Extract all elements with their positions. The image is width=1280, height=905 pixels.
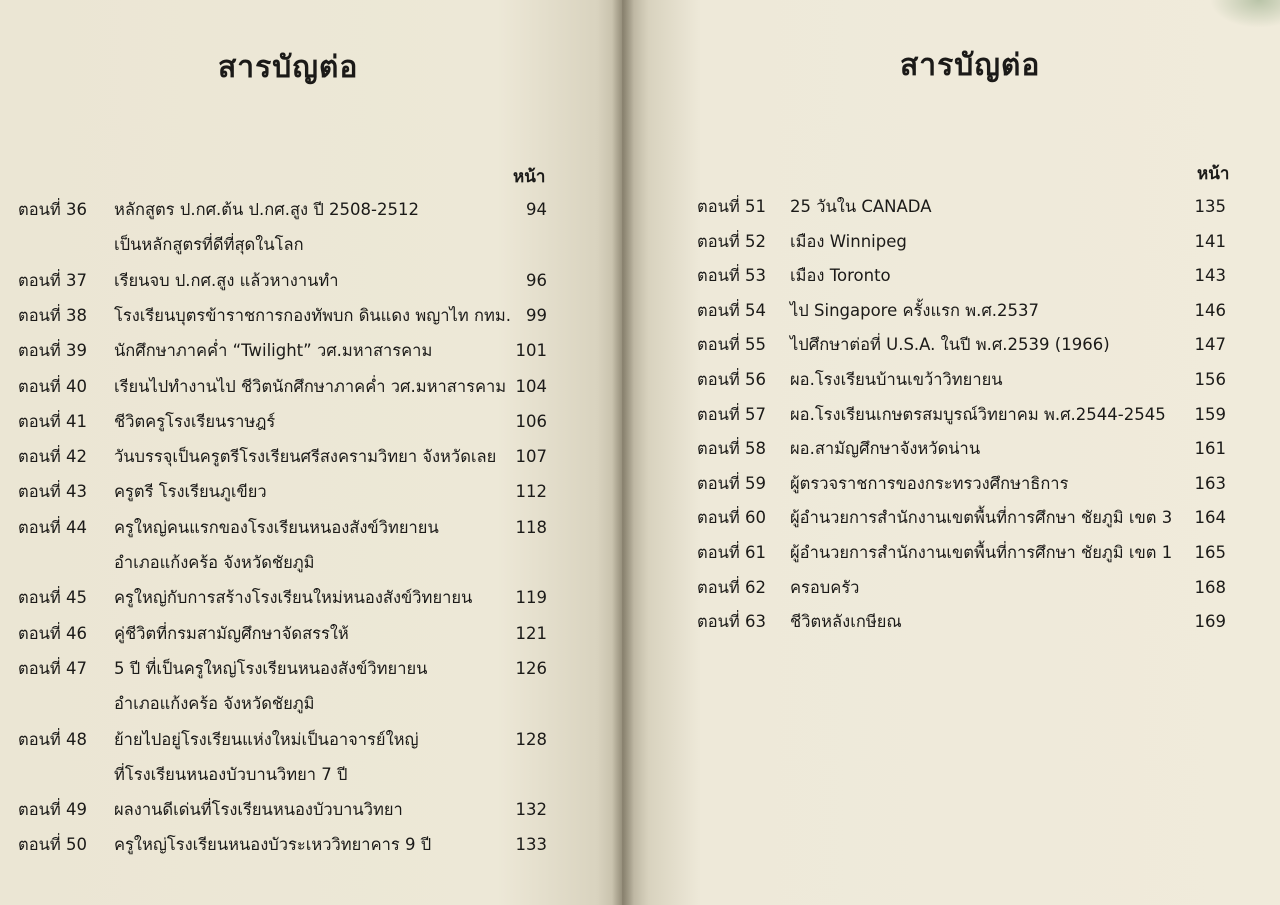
toc-entry-page-number: 99: [526, 305, 547, 325]
toc-entry-label: ตอนที่ 55: [697, 335, 767, 355]
toc-entry-page-number: 147: [1194, 335, 1226, 355]
toc-entry-label: ตอนที่ 62: [697, 577, 767, 597]
toc-entry-label: ตอนที่ 43: [18, 482, 88, 502]
toc-entry-title: ครูใหญ่กับการสร้างโรงเรียนใหม่หนองสังข์วิทยายน: [114, 588, 473, 608]
toc-entry-page-number: 135: [1194, 197, 1226, 216]
page-title: สารบัญต่อ: [900, 48, 1041, 83]
toc-entry-page-number: 106: [515, 411, 547, 431]
toc-entry-label: ตอนที่ 40: [18, 376, 88, 396]
page-column-header: หน้า: [1197, 164, 1230, 184]
toc-entry-label: ตอนที่ 63: [697, 612, 767, 632]
toc-entry-title: นักศึกษาภาคค่ำ “Twilight” วศ.มหาสารคาม: [114, 341, 433, 361]
toc-entry-title: ย้ายไปอยู่โรงเรียนแห่งใหม่เป็นอาจารย์ใหญ่: [114, 729, 419, 749]
toc-entry-label: ตอนที่ 47: [18, 658, 88, 678]
toc-entry-label: ตอนที่ 53: [697, 266, 767, 286]
toc-entry-page-number: 161: [1194, 439, 1226, 459]
toc-entry-title: 5 ปี ที่เป็นครูใหญ่โรงเรียนหนองสังข์วิทยายน: [114, 658, 428, 678]
toc-entry-page-number: 143: [1194, 266, 1226, 286]
toc-entry-title: หลักสูตร ป.กศ.ต้น ป.กศ.สูง ปี 2508-2512: [114, 200, 419, 219]
toc-entry-title: ครอบครัว: [790, 577, 860, 597]
toc-entry-title: ครูใหญ่คนแรกของโรงเรียนหนองสังข์วิทยายน: [114, 517, 439, 537]
toc-entry-page-number: 132: [515, 800, 547, 820]
toc-entry-title: เรียนจบ ป.กศ.สูง แล้วหางานทำ: [114, 270, 339, 290]
toc-entry-title: 25 วันใน CANADA: [790, 197, 932, 216]
toc-entry-page-number: 112: [515, 482, 547, 502]
toc-entry-page-number: 96: [526, 270, 547, 290]
toc-entry-title: เมือง Toronto: [790, 266, 891, 286]
toc-entry-label: ตอนที่ 52: [697, 231, 767, 251]
toc-entry-page-number: 128: [515, 729, 547, 749]
toc-entry-page-number: 141: [1194, 231, 1226, 251]
toc-entry-label: ตอนที่ 41: [18, 411, 88, 431]
toc-entry-label: ตอนที่ 48: [18, 729, 88, 749]
toc-entry-title: เป็นหลักสูตรที่ดีที่สุดในโลก: [114, 235, 304, 255]
toc-entry-title: โรงเรียนบุตรข้าราชการกองทัพบก ดินแดง พญาไท กทม.: [114, 305, 511, 325]
right-page: [622, 0, 1280, 905]
toc-entry-label: ตอนที่ 57: [697, 404, 767, 424]
toc-entry-page-number: 169: [1194, 612, 1226, 632]
toc-entry-label: ตอนที่ 44: [18, 517, 88, 537]
toc-entry-page-number: 121: [515, 623, 547, 643]
toc-entry-page-number: 94: [526, 200, 547, 219]
book-gutter: [612, 0, 634, 905]
toc-entry-title: ครูใหญ่โรงเรียนหนองบัวระเหววิทยาคาร 9 ปี: [114, 835, 432, 855]
toc-entry-title: ครูตรี โรงเรียนภูเขียว: [114, 482, 267, 502]
toc-entry-title: อำเภอแก้งคร้อ จังหวัดชัยภูมิ: [114, 553, 315, 572]
page-column-header: หน้า: [513, 167, 546, 187]
toc-entry-label: ตอนที่ 49: [18, 800, 88, 820]
toc-entry-title: ผอ.สามัญศึกษาจังหวัดน่าน: [790, 439, 981, 459]
toc-entry-page-number: 118: [515, 517, 547, 537]
toc-entry-page-number: 163: [1194, 473, 1226, 493]
toc-entry-title: ชีวิตหลังเกษียณ: [790, 612, 902, 632]
toc-entry-label: ตอนที่ 54: [697, 300, 767, 320]
toc-entry-label: ตอนที่ 61: [697, 543, 767, 562]
toc-entry-title: ไปศึกษาต่อที่ U.S.A. ในปี พ.ศ.2539 (1966): [790, 335, 1110, 355]
toc-entry-label: ตอนที่ 45: [18, 588, 88, 608]
toc-entry-title: ผอ.โรงเรียนเกษตรสมบูรณ์วิทยาคม พ.ศ.2544-2545: [790, 404, 1166, 424]
toc-entry-label: ตอนที่ 58: [697, 439, 767, 459]
page-corner-mark: [1210, 0, 1280, 28]
toc-entry-title: ผลงานดีเด่นที่โรงเรียนหนองบัวบานวิทยา: [114, 800, 403, 820]
toc-entry-page-number: 104: [515, 376, 547, 396]
toc-entry-page-number: 133: [515, 835, 547, 855]
toc-entry-title: เมือง Winnipeg: [790, 231, 907, 251]
toc-entry-label: ตอนที่ 39: [18, 341, 88, 361]
toc-entry-label: ตอนที่ 37: [18, 270, 88, 290]
page-title: สารบัญต่อ: [218, 50, 359, 85]
toc-entry-label: ตอนที่ 42: [18, 447, 88, 467]
toc-entry-title: ผอ.โรงเรียนบ้านเขว้าวิทยายน: [790, 370, 1003, 389]
toc-entry-label: ตอนที่ 50: [18, 835, 88, 855]
toc-entry-page-number: 168: [1194, 577, 1226, 597]
toc-entry-title: ผู้อำนวยการสำนักงานเขตพื้นที่การศึกษา ชัยภูมิ เขต 3: [790, 508, 1173, 528]
toc-entry-title: ไป Singapore ครั้งแรก พ.ศ.2537: [790, 300, 1040, 320]
toc-entry-title: ชีวิตครูโรงเรียนราษฎร์: [114, 411, 276, 431]
toc-entry-label: ตอนที่ 59: [697, 473, 767, 493]
toc-entry-page-number: 165: [1194, 543, 1226, 562]
toc-entry-title: เรียนไปทำงานไป ชีวิตนักศึกษาภาคค่ำ วศ.มหาสารคาม: [114, 376, 507, 396]
toc-entry-page-number: 119: [515, 588, 547, 608]
toc-entry-page-number: 101: [515, 341, 547, 361]
toc-entry-page-number: 159: [1194, 404, 1226, 424]
toc-entry-title: ผู้อำนวยการสำนักงานเขตพื้นที่การศึกษา ชัยภูมิ เขต 1: [790, 543, 1173, 562]
toc-entry-label: ตอนที่ 38: [18, 305, 88, 325]
toc-entry-page-number: 156: [1194, 370, 1226, 389]
toc-entry-title: ผู้ตรวจราชการของกระทรวงศึกษาธิการ: [790, 473, 1069, 493]
toc-entry-label: ตอนที่ 60: [697, 508, 767, 528]
toc-entry-title: ที่โรงเรียนหนองบัวบานวิทยา 7 ปี: [114, 764, 348, 784]
toc-entry-page-number: 164: [1194, 508, 1226, 528]
toc-entry-page-number: 146: [1194, 300, 1226, 320]
left-page: [0, 0, 622, 905]
toc-entry-label: ตอนที่ 56: [697, 370, 767, 389]
toc-entry-page-number: 107: [515, 447, 547, 467]
toc-entry-label: ตอนที่ 51: [697, 197, 767, 216]
toc-entry-title: คู่ชีวิตที่กรมสามัญศึกษาจัดสรรให้: [114, 623, 349, 643]
toc-entry-title: อำเภอแก้งคร้อ จังหวัดชัยภูมิ: [114, 694, 315, 714]
toc-entry-page-number: 126: [515, 658, 547, 678]
toc-entry-title: วันบรรจุเป็นครูตรีโรงเรียนศรีสงครามวิทยา จังหวัดเลย: [114, 447, 497, 467]
toc-entry-label: ตอนที่ 36: [18, 200, 88, 219]
toc-entry-label: ตอนที่ 46: [18, 623, 88, 643]
